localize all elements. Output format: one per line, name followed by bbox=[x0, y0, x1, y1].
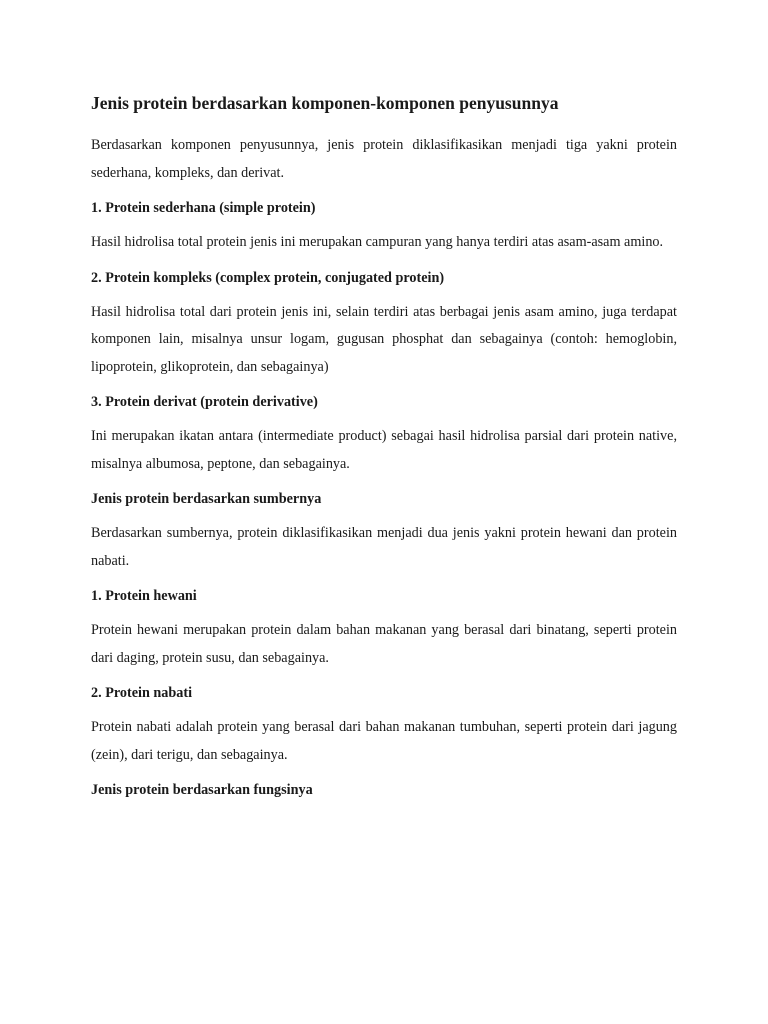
section-body-derivative-protein: Ini merupakan ikatan antara (intermediate product) sebagai hasil hidrolisa parsial dari protein native, misalnya albumosa, peptone, dan sebagainya. bbox=[91, 428, 677, 472]
section-heading-derivative-protein: 3. Protein derivat (protein derivative) bbox=[91, 394, 318, 410]
section-body-animal-protein: Protein hewani merupakan protein dalam bahan makanan yang berasal dari binatang, seperti protein dari daging, protein susu, dan sebagainya. bbox=[91, 622, 677, 666]
document-page bbox=[91, 90, 677, 811]
section-heading-animal-protein: 1. Protein hewani bbox=[91, 588, 197, 604]
source-intro-paragraph: Berdasarkan sumbernya, protein diklasifikasikan menjadi dua jenis yakni protein hewani dan protein nabati. bbox=[91, 525, 677, 569]
section-body-complex-protein: Hasil hidrolisa total dari protein jenis ini, selain terdiri atas berbagai jenis asam amino, juga terdapat komponen lain, misalnya unsur logam, gugusan phosphat dan sebagainya (contoh: hemoglobin, lipoprotein, glikoprotein, dan sebagainya) bbox=[91, 303, 677, 375]
document-title: Jenis protein berdasarkan komponen-komponen penyusunnya bbox=[91, 93, 559, 113]
section-heading-plant-protein: 2. Protein nabati bbox=[91, 685, 193, 701]
section-heading-complex-protein: 2. Protein kompleks (complex protein, conjugated protein) bbox=[91, 269, 445, 286]
section-body-simple-protein: Hasil hidrolisa total protein jenis ini merupakan campuran yang hanya terdiri atas asam-asam amino. bbox=[91, 234, 664, 250]
intro-paragraph: Berdasarkan komponen penyusunnya, jenis protein diklasifikasikan menjadi tiga yakni protein sederhana, kompleks, dan derivat. bbox=[91, 137, 677, 181]
source-heading: Jenis protein berdasarkan sumbernya bbox=[91, 491, 322, 507]
section-body-plant-protein: Protein nabati adalah protein yang berasal dari bahan makanan tumbuhan, seperti protein dari jagung (zein), dari terigu, dan sebagainya. bbox=[91, 719, 677, 763]
function-heading: Jenis protein berdasarkan fungsinya bbox=[91, 782, 313, 798]
section-heading-simple-protein: 1. Protein sederhana (simple protein) bbox=[91, 200, 316, 216]
